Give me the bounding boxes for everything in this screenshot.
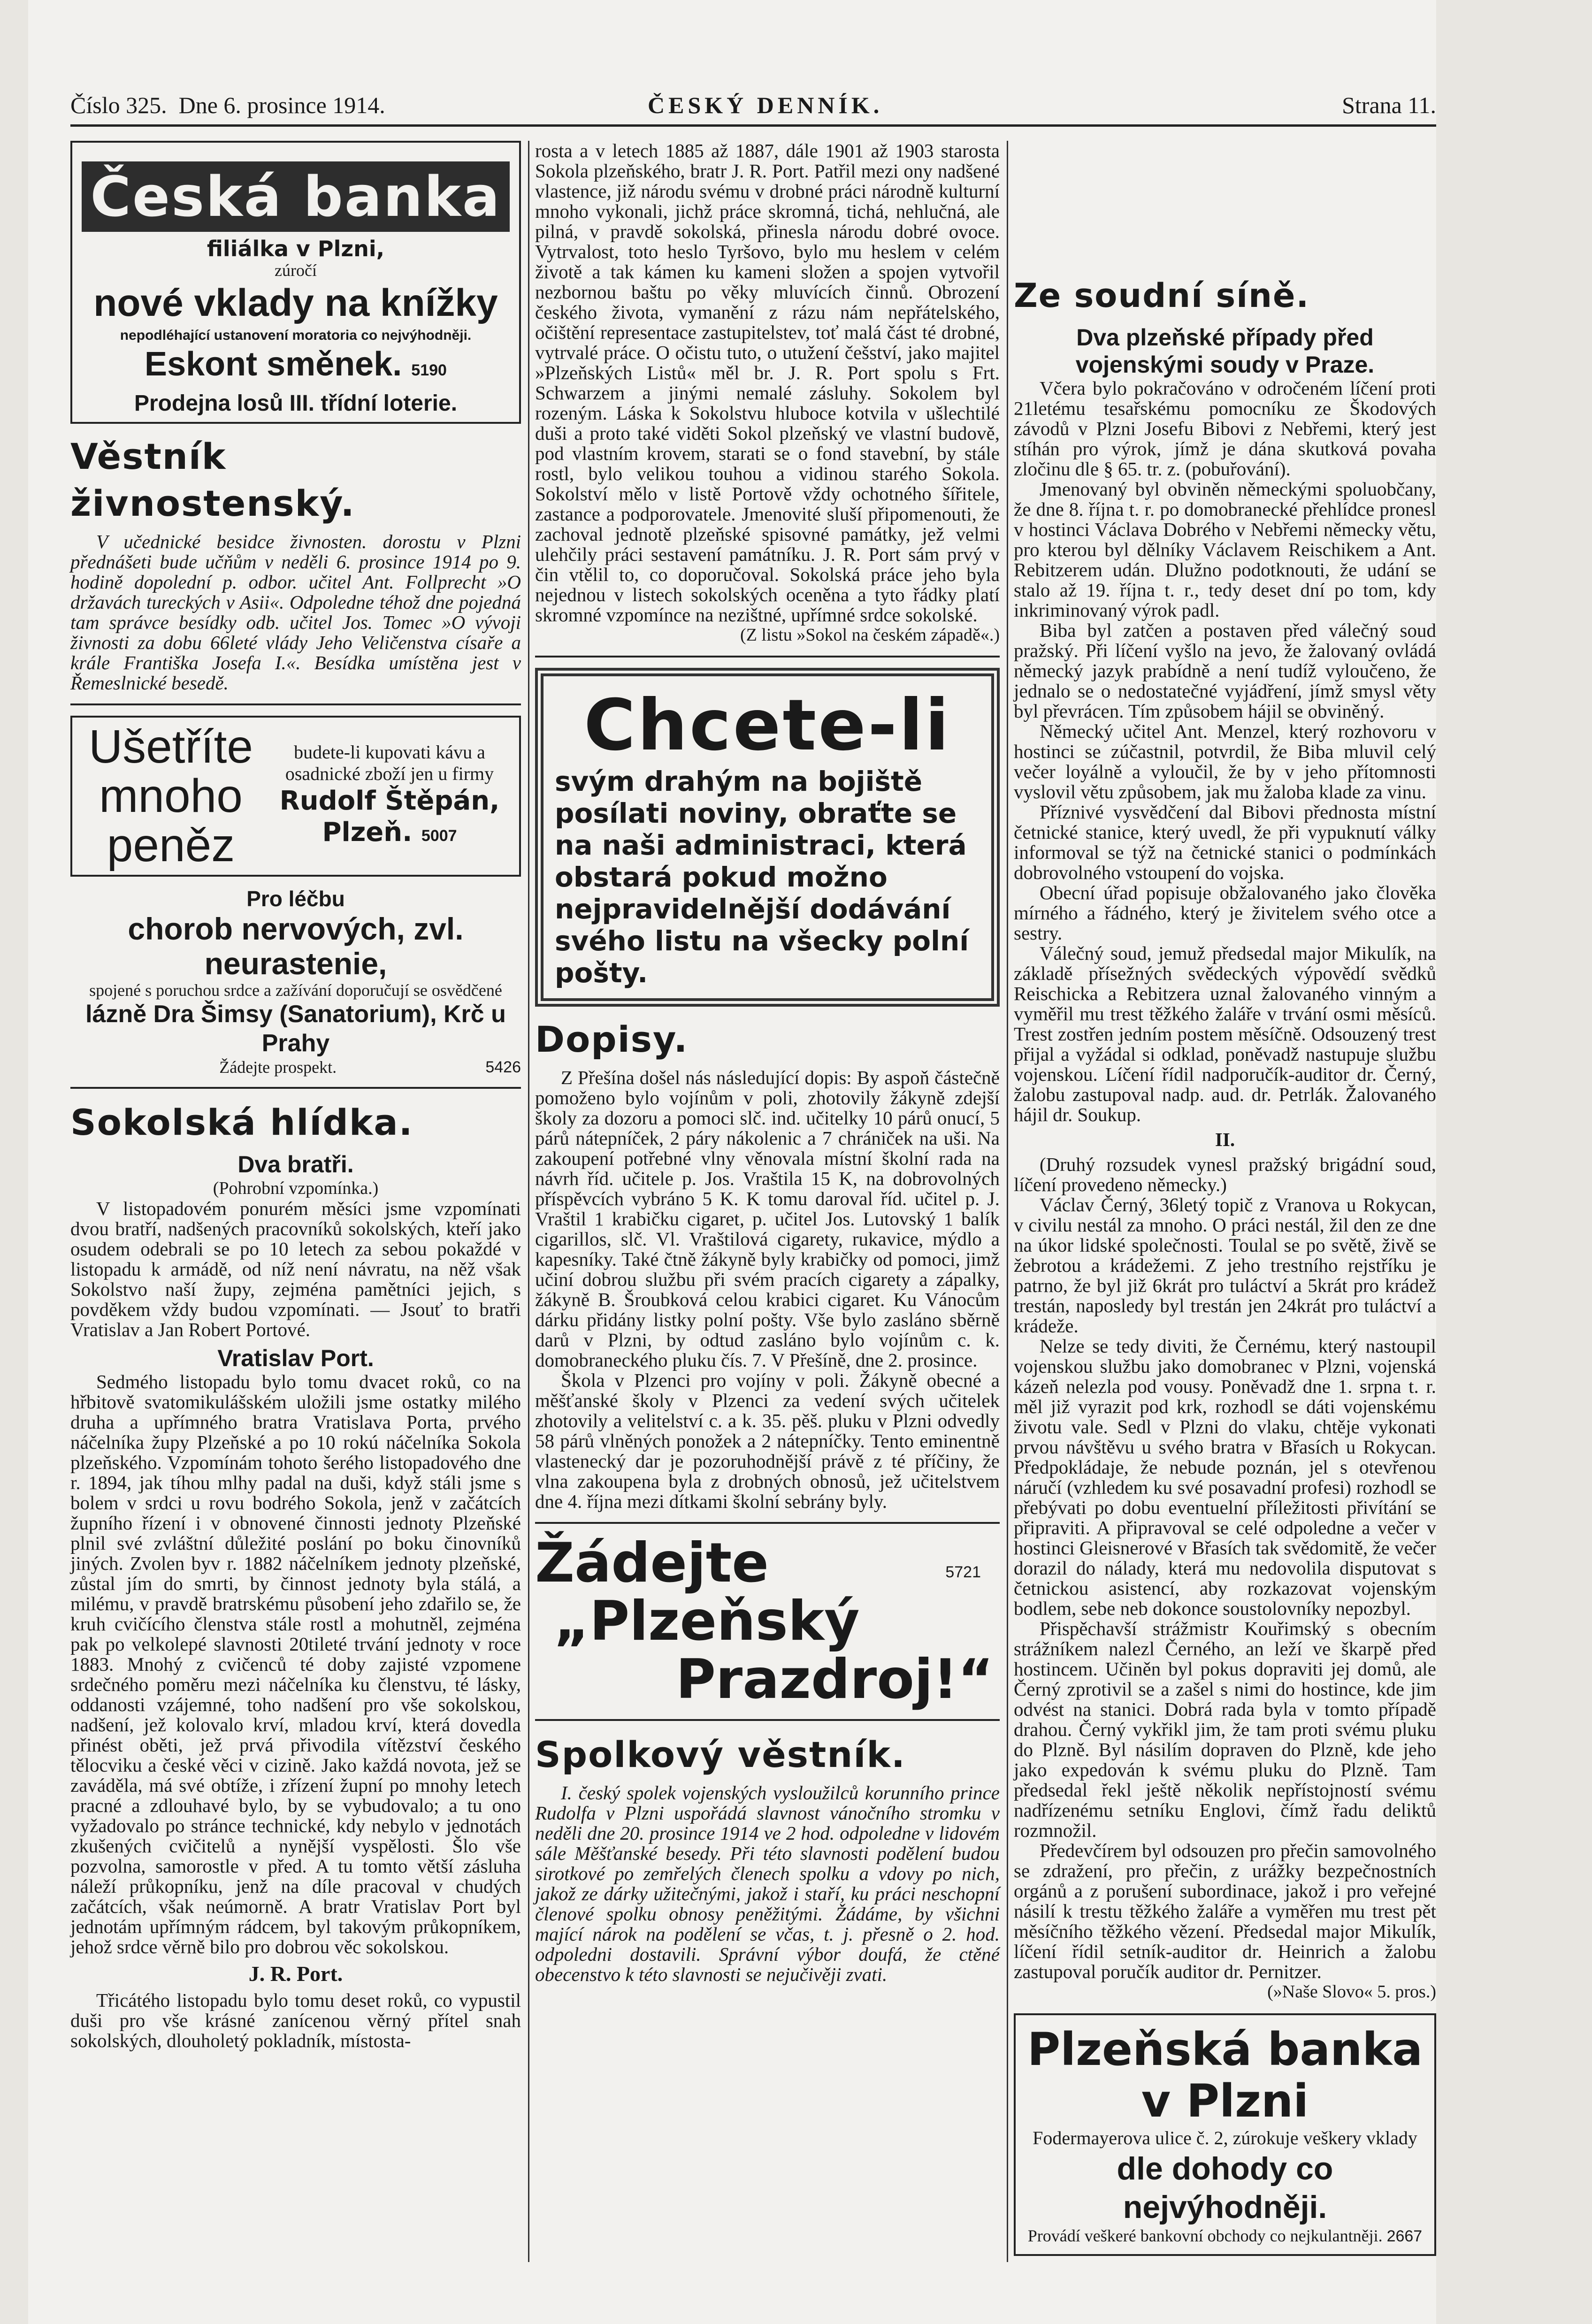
article-title: Dva bratři. bbox=[237, 1151, 354, 1177]
plzenska-banka-ad: Plzeňská banka v Plzni Fodermayerova ulice č. 2, zúrokuje veškery vklady dle dohody co nejvýhodněji. Provádí veškeré bankovní obchody co nejkulantněji. 2667 bbox=[1014, 2013, 1436, 2256]
prazdroj-ad: Žádejte 5721 „Plzeňský Prazdroj!“ bbox=[535, 1531, 994, 1711]
subheading: J. R. Port. bbox=[248, 1962, 343, 1986]
simsa-ad: Pro léčbu chorob nervových, zvl. neurastenie, spojené s poruchou srdce a zažívání doporučují se osvědčené lázně Dra Šimsy (Sanatorium), Krč u Prahy Žádejte prospekt. 5426 bbox=[85, 887, 521, 1077]
section-title: Spolkový věstník. bbox=[535, 1734, 906, 1775]
page-header bbox=[70, 92, 1436, 127]
paragraph: rosta a v letech 1885 až 1887, dále 1901 až 1903 starosta Sokola plzeňského, bratr J. R. Port. Patřil mezi ony nadšené vlastence, již národu svému v drobné práci národně kulturní mnoho vykonali, jichž práce skromná, tichá, nehlučná, ale pilná, v pravdě sokolská, přinesla národu dobré ovoce. Vytrvalost, toto heslo Tyršovo, bylo mu heslem v celém životě a tak kámen ku kameni složen a spojen vytvořil nezbornou baštu po věky mluvících činnů. Obrození českého života, vymanění z rázu nám nepřátelského, očištění representace zastupitelstev, toť malá část té drobné, vytrvalé práce. O očistu tuto, o utužení češství, jako majitel »Plzeňských Listů« měl br. J. R. Port spolu s Frt. Schwarzem a jinými nemalé zásluhy. Sokolem byl rozeným. Láska k Sokolstvu hluboce kotvila v ušlechtilé duši a proto také viděti Sokol plzeňský ve vlastní budově, pod vlastním krovem, starati se o fond stavební, by stále rostl, bylo velikou touhou a vidinou starého Sokola. Sokolství mělo v listě Portově vždy ochotného šířitele, zastance a podporovatele. Jmenovité sluší připomenouti, že zachoval jednotě plzeňské spisovné památky, jež velmi ulehčily práci sestavení památníku. J. R. Port sám prvý v čin vtělil to, co doporučoval. Sokolská práce jeho byla nejednou v listech sokolských oceněna a tyto řádky platí skromné vzpomínce na nezištné, upřímné srdce sokolské. bbox=[535, 140, 1000, 626]
divider bbox=[535, 1522, 1000, 1524]
divider bbox=[535, 1719, 1000, 1721]
paragraph: Biba byl zatčen a postaven před válečný soud pražský. Při líčení vyšlo na jevo, že žalovaný ovládá německý jazyk prabídně a není tudíž vyloučeno, že jednalo se o nedostatečné vyjádření, jímž smysl věty byl převrácen. Tím způsobem hájil se obviněný. bbox=[1014, 619, 1436, 722]
paragraph: Jmenovaný byl obviněn německými spoluobčany, že dne 8. října t. r. po domobranecké přehlídce pronesl v hostinci Václava Dobrého v Nebřemi německy větu, pro kterou byl dělníky Václavem Reischikem a Ant. Rebitzerem udán. Dlužno podotknouti, že udání se stalo až 19. října t. r., tedy deset dní po tom, kdy inkriminovaný výrok padl. bbox=[1014, 478, 1436, 621]
paragraph: Válečný soud, jemuž předsedal major Mikulík, na základě přísežných svědeckých výpovědí svědků Reischicka a Rebitzera uznal žalovaného vinným a vyměřil mu trest těžkého žaláře v trvání osmi měsíců. Trest zostřen jedním postem měsíčně. Odsouzený trest přijal a vyžádal si odklad, poněvadž nastupuje službu vojenskou. Líčení řídil nadporučík-auditor dr. Černý, žalobu zastupoval nadp. aud. dr. Petrlák. Žalovaného hájil dr. Soukup. bbox=[1014, 942, 1436, 1125]
section-title: Sokolská hlídka. bbox=[70, 1101, 413, 1143]
divider bbox=[535, 656, 1000, 657]
paragraph: Třicátého listopadu bylo tomu deset roků, co vypustil duši pro vše krásné zanícenou věrný přítel snah sokolských, dlouholetý pokladník, místosta- bbox=[70, 1989, 521, 2051]
source-note: (»Naše Slovo« 5. pros.) bbox=[1267, 1982, 1436, 2002]
page-number: Strana 11. bbox=[1342, 92, 1436, 118]
paragraph: (Druhý rozsudek vynesl pražský brigádní soud, líčení provedeno německy.) bbox=[1014, 1154, 1436, 1195]
paragraph: Nelze se tedy diviti, že Černému, který nastoupil vojenskou službu jako domobranec v Plzni, vojenská kázeň nelezla pod vousy. Poněvadž dne 1. srpna t. r. měl již vyrazit pod krk, rozhodl se dáti vojenskému životu vale. Sedl v Plzni do vlaku, chtěje vykonati prvou návštěvu u svého bratra v Břasích u Rokycan. Předpokládaje, že nebude poznán, jel s otevřenou náručí (vzhledem ku své posavadní profesi) rozhodl se přebývati po dobu eventuelní příležitosti přivítání se připraviti. A připravoval se celé odpoledne a večer v hostinci Gleisnerové v Břasích tak svědomitě, že večer dorazil do nálady, která mu nedovolila disputovat s četnickou asistencí, aby rozkazovat vojenským bodlem, sebe neb dokonce soustolovníky nepozbyl. bbox=[1014, 1335, 1436, 1619]
chcete-li-ad: Chcete-li svým drahým na bojiště posílati noviny, obraťte se na naši administraci, která obstará pokud možno nejpravidelnější dodávání svého listu na všecky polní pošty. bbox=[535, 668, 1000, 1007]
paragraph: Přispěchavší strážmistr Kouřimský s obecním strážníkem nalezl Černého, an leží ve škarpě před hostincem. Učiněn byl pokus dopraviti jej domů, ale Černý zprotivil se a zašel s nimi do hostince, kde jim odvést na stanici. Dobrá rada byla v tomto případě drahou. Černý vykřikl jim, že tam proti svému pluku do Plzně. Byl násilím dopraven do Plzně, kde jeho jako expedován k svému pluku do Plzně. Tam předsedal řekl ještě několik nepřístojností svému nadřízenému setníku Englovi, čímž řadu deliktů rozmnožil. bbox=[1014, 1618, 1436, 1841]
section-title: Dopisy. bbox=[535, 1018, 689, 1060]
article-subtitle: (Pohrobní vzpomínka.) bbox=[213, 1178, 379, 1198]
services-line: Provádí veškeré bankovní obchody co nejkulantněji. 2667 bbox=[1027, 2226, 1423, 2245]
column-divider bbox=[1007, 141, 1008, 2262]
paragraph: Z Přešína došel nás následující dopis: By aspoň částečně pomoženo bylo vojínům v poli, zhotovily žákyně zdejší školy za dozoru a pomoci slč. ind. učitelky 10 párů onucí, 5 párů nátepníček, 2 páry nákolenic a 7 chrániček na uši. Na zakoupení potřebné vlny věnovala místní školní rada na návrh říd. učitele p. Jos. Vraštila 15 K, na dobrovolných příspěvcích vybráno 5 K. K tomu daroval říd. učitel p. J. Vraštil 1 krabičku cigaret, p. učitel Jos. Lutovský 1 balík cigarillos, slč. Vl. Vraštilová cigarety, rukavice, mýdlo a kapesníky. Také čtně žákyně byly krabičky od pomoci, jimž učiní dobrou službu při svém pracích cigarety a zápalky, žákyně B. Šroubková celou krabici cigaret. Ku Vánocům dárku přidány listky polní pošty. Vše bylo zasláno sběrně darů v Plzni, by odtud zasláno bylo vojínům c. k. domobraneckého pluku čís. 7. V Přešíně, dne 2. prosince. bbox=[535, 1067, 1000, 1371]
column-divider bbox=[528, 141, 529, 2262]
lottery-line: Prodejna losů III. třídní loterie. bbox=[134, 391, 458, 416]
newspaper-page bbox=[28, 0, 1436, 2324]
article-title: Dva plzeňské případy před vojenskými soudy v Praze. bbox=[1075, 324, 1375, 378]
paragraph: Škola v Plzenci pro vojíny v poli. Žákyně obecné a měšťanské školy v Plzenci za vedení svých učitelek zhotovily a velitelství c. a k. 35. pěš. pluku v Plzni odvedly 58 párů vlněných ponožek a 2 nátepníčky. Tento eminentně vlastenecký dar je pozoruhodnější právě z té příčiny, že vlna zakoupena byla z drobných obnosů, jež učitelstvem dne 4. října mezi dítkami školní sebrány byly. bbox=[535, 1369, 1000, 1512]
subheading: Vratislav Port. bbox=[217, 1345, 374, 1371]
paragraph: Německý učitel Ant. Menzel, který rozhovoru v hostinci se zúčastnil, potvrdil, že Biba mluvil celý večer loyálně a vyloučil, že by v jeho přítomnosti vyslovil větu způsobem, jak mu žaloba klade za vinu. bbox=[1014, 720, 1436, 803]
ad-slogan: Ušetříte mnoho peněz bbox=[88, 720, 253, 872]
paragraph: Sedmého listopadu bylo tomu dvacet roků, co na hřbitově svatomikulášském uložili jsme ostatky milého druha a upřímného bratra Vratislava Porta, prvého náčelníka župy Plzeňské a po 10 rokú náčelníka Sokola plzeňského. Vzpomínám tohoto šerého listopadového dne r. 1894, jak tíhou mlhy padal na duši, když stáli jsme s bolem v srdci u rovu bodrého Sokola, jenž v začátcích župního řízení i v obnovené činnosti jednoty Plzeňské plnil své zvláštní důležité poslání po boku činovníků jiných. Zvolen byv r. 1882 náčelníkem jednoty plzeňské, zůstal jím do smrti, by činnost jednoty byla stálá, a milému, v pravdě bratrskému působení jeho zdařilo se, že kruh cvičícího členstva stále rostl a mohutněl, zejména pak po velkolepé slavnosti 20tileté trvání jednoty v roce 1883. Mnohý z cvičenců té doby zajisté vzpomene srdečného poměru mezi náčelníka ku členstvu, té lásky, oddanosti vzájemné, toho nadšení pro vše sokolskou, nadšení, jež kolovalo krví, mladou krví, která dovedla přinést oběti, jež prvá přivodila vítězství českého tělocviku a české věci v cizině. Jako každá novota, jež se zaváděla, má své obtíže, i zřízení župní po mnohy letech pracné a zdlouhavé bylo, by se vybudovalo; a tu ono vyžadovalo po stránce technické, kdy nebylo v jednotách zkušených cvičitelů a nynější vyspělosti. Šlo vše pozvolna, samorostle v před. A tu tomto větší zásluha náleží průkopníku, jenž na díle pracoval v chudých začátcích, však neúmorně. A bratr Vratislav Port byl jednotám upřímným rádcem, byl takovým průkopníkem, jehož srdce věrně bilo pro dobrou věc sokolskou. bbox=[70, 1371, 521, 1957]
terms-line: nepodléhající ustanovení moratoria co nejvýhodněji. bbox=[120, 328, 472, 343]
paragraph: V listopadovém ponurém měsíci jsme vzpomínati dvou bratří, nadšených pracovníků sokolských, kteří jako osudem odebrali se po 10 letech za sebou pokaždé v listopadu k armádě, od níž není návratu, na něž však Sokolstvo naší župy, zejména pamětníci jejich, s povděkem vždy budou vzpomínati. — Jsouť to bratři Vratislav a Jan Robert Portové. bbox=[70, 1198, 521, 1340]
column-3 bbox=[1014, 263, 1436, 2256]
bank-logo: Česká banka bbox=[82, 161, 510, 232]
column-1 bbox=[70, 141, 521, 2051]
paragraph: Včera bylo pokračováno v odročeném líčení proti 21letému tesařskému pomocníku ze Škodových závodů v Plzni Josefu Bibovi z Nebřemi, který jest stíhán pro výrok, jímž je dána skutková povaha zločinu dle § 65. tr. z. (pobuřování). bbox=[1014, 377, 1436, 480]
subheading: II. bbox=[1215, 1129, 1235, 1150]
city-line: Plzeň. 5007 bbox=[322, 817, 457, 848]
deposits-line: nové vklady na knížky bbox=[93, 282, 498, 324]
divider bbox=[70, 1087, 521, 1089]
branch-line: filiálka v Plzni, bbox=[207, 236, 385, 261]
section-title: Ze soudní síně. bbox=[1014, 276, 1310, 315]
divider bbox=[70, 703, 521, 705]
article-text: V učednické besidce živnosten. dorostu v Plzni přednášeti bude učňům v neděli 6. prosince 1914 po 9. hodině dopolední p. odbor. učitel Ant. Follprecht »O državách tureckých v Asii«. Odpoledne téhož dne pojedná tam správce besídky odb. učitel Jos. Tomec »O vývoji živnosti za dobu 66leté vlády Jeho Veličenstva císaře a krále Františka Josefa I.«. Besídka umístěna jest v Řemeslnické besedě. bbox=[70, 531, 521, 694]
section-title: Věstník živnostenský. bbox=[70, 436, 355, 524]
verb-line: zúročí bbox=[275, 261, 317, 280]
paragraph: Předevčírem byl odsouzen pro přečin samovolného se zdražení, pro přečin, z urážky bezpečnostních orgánů a z porušení subordinace, jakož i pro veřejné násilí k trestu těžkého žaláře a vyměřen mu trest pět měsíčního těžkého vězení. Předsedal major Mikulík, líčení řídil setník-auditor dr. Heinrich a žalobu zastupoval poručík auditor dr. Pernitzer. bbox=[1014, 1840, 1436, 1982]
paragraph: I. český spolek vojenských vysloužilců korunního prince Rudolfa v Plzni uspořádá slavnost vánočního stromku v neděli dne 20. prosince 1914 ve 2 hod. odpoledne v lidovém sále Měšťanské besedy. Při této slavnosti podělení budou sirotkové po zemřelých členech spolku a vdovy po nich, jakož ze dárky užitečnými, jakož i staří, ku práci neschopní členové spolku obnosy peněžitými. Žádáme, by všichni mající nárok na podělení se včas, t. j. přesně o 2. hod. odpoledni dostavili. Správní výbor doufá, že ctěné obecenstvo k této slavnosti se nejučivěji zvati. bbox=[535, 1782, 1000, 1985]
stepan-ad bbox=[70, 716, 521, 877]
paragraph: Příznivé vysvědčení dal Bibovi přednosta místní četnické stanice, který uvedl, že při vypuknutí války informoval se týž na četnické stanici o podmínkách dobrovolného vstoupení do vojska. bbox=[1014, 801, 1436, 883]
paragraph: Václav Černý, 36letý topič z Vranova u Rokycan, v civilu nestál za mnoho. O práci nestál, žil den ze dne na úkor lidské společnosti. Toulal se po světě, živě se žebrotou a krádežemi. Z jeho trestního rejstříku je patrno, že byl již 6krát pro tuláctví a 5krát pro krádež trestán, naposledy byl trestán jen 24krát pro tuláctví a krádeže. bbox=[1014, 1194, 1436, 1337]
ceska-banka-ad bbox=[70, 141, 521, 424]
discount-line: Eskont směnek. 5190 bbox=[145, 345, 447, 383]
column-2 bbox=[535, 141, 1000, 1985]
newspaper-title: ČESKÝ DENNÍK. bbox=[648, 92, 883, 118]
paragraph: Obecní úřad popisuje obžalovaného jako člověka mírného a řádného, který je živitelem svého otce a sestry. bbox=[1014, 882, 1436, 944]
ad-body: budete-li kupovati kávu a osadnické zboží jen u firmy Rudolf Štěpán, Plzeň. 5007 bbox=[265, 742, 514, 851]
source-note: (Z listu »Sokol na českém západě«.) bbox=[740, 625, 1000, 645]
issue-and-date: Číslo 325. Dne 6. prosince 1914. bbox=[70, 92, 385, 118]
